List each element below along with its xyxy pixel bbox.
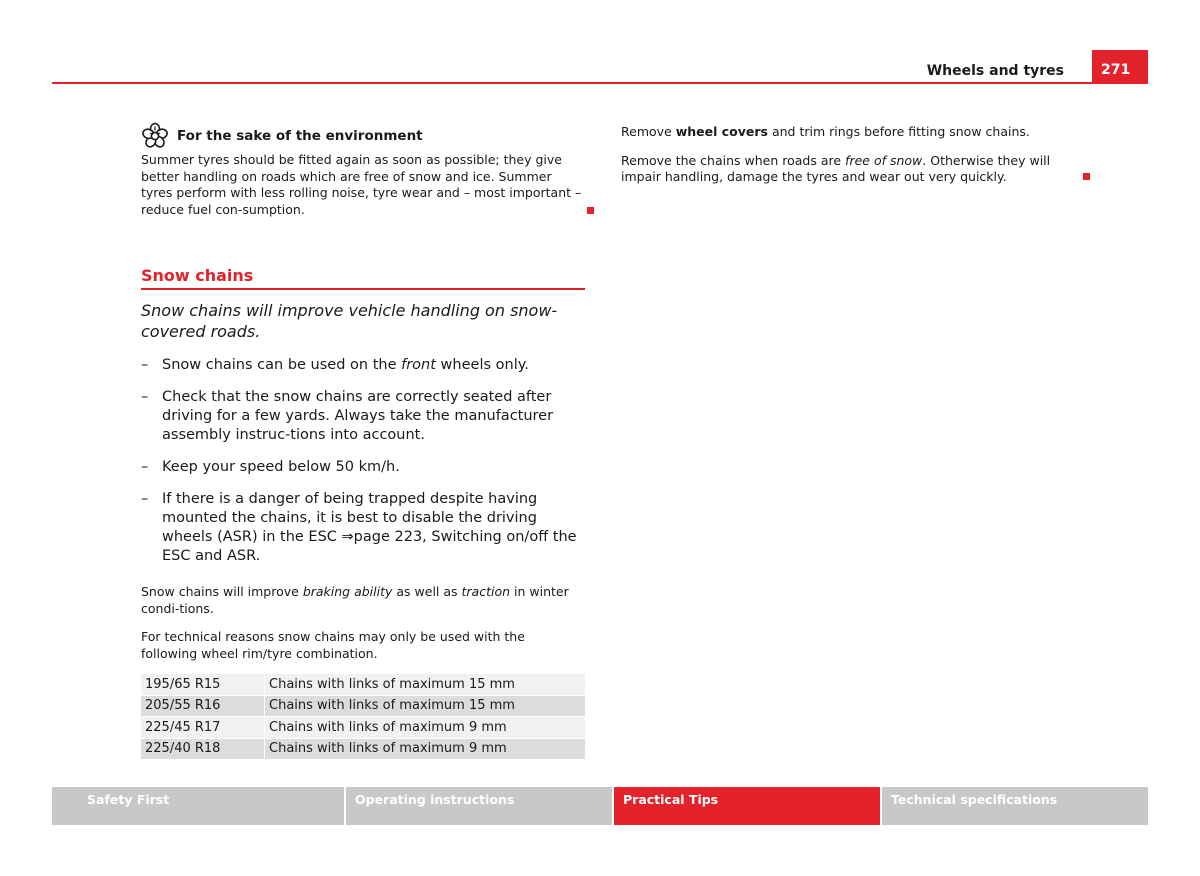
right-column [621, 124, 1073, 198]
wheel-covers-paragraph: Remove wheel covers and trim rings before fitting snow chains. [621, 124, 1030, 139]
list-item: – If there is a danger of being trapped despite having mounted the chains, it is best to disable the driving wheels (ASR) in the ESC ⇒page 223, Switching on/off the ESC and ASR. [141, 491, 577, 564]
header-rule [52, 82, 1148, 84]
steps-list [141, 356, 585, 566]
environment-text [141, 152, 585, 218]
tab-practical-tips[interactable]: Practical Tips [614, 787, 880, 825]
environment-body: Summer tyres should be fitted again as soon as possible; they give better handling on roads which are free of snow and ice. Summer tyres perform with less rolling noise, tyre wear and – most important – reduce fuel con-sumption. [141, 152, 582, 217]
technical-paragraph: For technical reasons snow chains may only be used with the following wheel rim/tyre combination. [141, 629, 525, 661]
end-marker-icon [1083, 173, 1090, 180]
tab-safety-first[interactable]: Safety First [52, 787, 344, 825]
flower-icon [141, 122, 169, 150]
environment-heading-text: For the sake of the environment [177, 128, 423, 144]
environment-heading [141, 122, 585, 150]
page-number: 271 [1092, 50, 1148, 84]
list-item: – Check that the snow chains are correctly seated after driving for a few yards. Always take the manufacturer assembly instruc-tions into account. [141, 389, 554, 443]
list-item: – Snow chains can be used on the front wheels only. [141, 357, 529, 373]
left-column [141, 122, 585, 760]
footer-nav [52, 787, 1148, 825]
table-row: 225/45 R17 Chains with links of maximum 9 mm [141, 717, 585, 739]
wheel-combination-table [141, 674, 585, 760]
section-lead: Snow chains will improve vehicle handling on snow-covered roads. [141, 301, 558, 341]
page-header-title: Wheels and tyres [926, 63, 1064, 79]
tab-technical-specifications[interactable]: Technical specifications [882, 787, 1148, 825]
tab-operating-instructions[interactable]: Operating instructions [346, 787, 612, 825]
end-marker-icon [587, 207, 594, 214]
list-item: – Keep your speed below 50 km/h. [141, 459, 400, 475]
table-row: 205/55 R16 Chains with links of maximum 15 mm [141, 695, 585, 717]
section-title: Snow chains [141, 266, 585, 290]
table-row: 195/65 R15 Chains with links of maximum 15 mm [141, 674, 585, 695]
remove-chains-paragraph: Remove the chains when roads are free of snow. Otherwise they will impair handling, damage the tyres and wear out very quickly. [621, 153, 1073, 186]
benefits-paragraph: Snow chains will improve braking ability as well as traction in winter condi-tions. [141, 584, 569, 616]
table-row: 225/40 R18 Chains with links of maximum 9 mm [141, 738, 585, 760]
